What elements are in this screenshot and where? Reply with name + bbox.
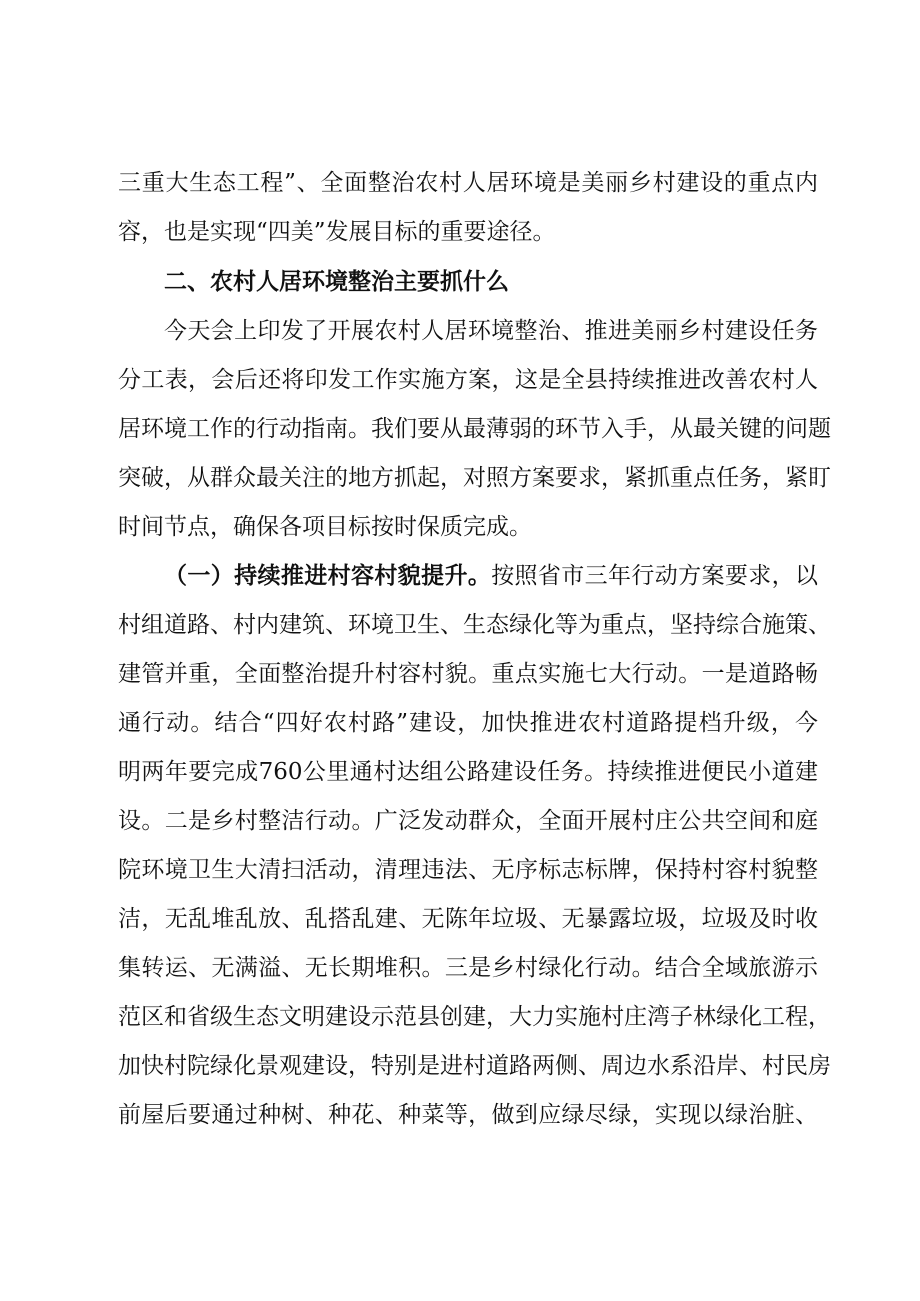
text-line: 通行动。结合“四好农村路”建设，加快推进农村道路提档升级，今	[118, 710, 818, 736]
section-heading: 二、农村人居环境整治主要抓什么	[164, 269, 509, 295]
text-line: 容，也是实现“四美”发展目标的重要途径。	[118, 219, 556, 245]
text-line: 今天会上印发了开展农村人居环境整治、推进美丽乡村建设任务	[164, 318, 818, 344]
text-line: 村组道路、村内建筑、环境卫生、生态绿化等为重点，坚持综合施策、	[118, 612, 831, 638]
text-line: 居环境工作的行动指南。我们要从最薄弱的环节入手，从最关键的问题	[118, 416, 831, 442]
text-line: 集转运、无满溢、无长期堆积。三是乡村绿化行动。结合全域旅游示	[118, 955, 818, 981]
text-line: 明两年要完成760公里通村达组公路建设任务。持续推进便民小道建	[118, 759, 818, 785]
text-line: 加快村院绿化景观建设，特别是进村道路两侧、周边水系沿岸、村民房	[118, 1053, 831, 1079]
text-line	[164, 556, 818, 596]
text-line: 设。二是乡村整洁行动。广泛发动群众，全面开展村庄公共空间和庭	[118, 808, 818, 834]
text-line: 前屋后要通过种树、种花、种菜等，做到应绿尽绿，实现以绿治脏、	[118, 1102, 818, 1128]
text-line: 范区和省级生态文明建设示范县创建，大力实施村庄湾子林绿化工程，	[118, 1004, 831, 1030]
text-line: 洁，无乱堆乱放、乱搭乱建、无陈年垃圾、无暴露垃圾，垃圾及时收	[118, 906, 818, 932]
text-line: 突破，从群众最关注的地方抓起，对照方案要求，紧抓重点任务，紧盯	[118, 465, 831, 491]
text-line: 时间节点，确保各项目标按时保质完成。	[118, 514, 532, 540]
sub-heading-rest: 按照省市三年行动方案要求，以	[491, 563, 819, 589]
sub-heading: （一）持续推进村容村貌提升。	[164, 563, 492, 589]
text-line: 建管并重，全面整治提升村容村貌。重点实施七大行动。一是道路畅	[118, 661, 818, 687]
text-line: 分工表，会后还将印发工作实施方案，这是全县持续推进改善农村人	[118, 367, 818, 393]
text-line: 院环境卫生大清扫活动，清理违法、无序标志标牌，保持村容村貌整	[118, 857, 818, 883]
text-line: 三重大生态工程”、全面整治农村人居环境是美丽乡村建设的重点内	[118, 170, 818, 196]
